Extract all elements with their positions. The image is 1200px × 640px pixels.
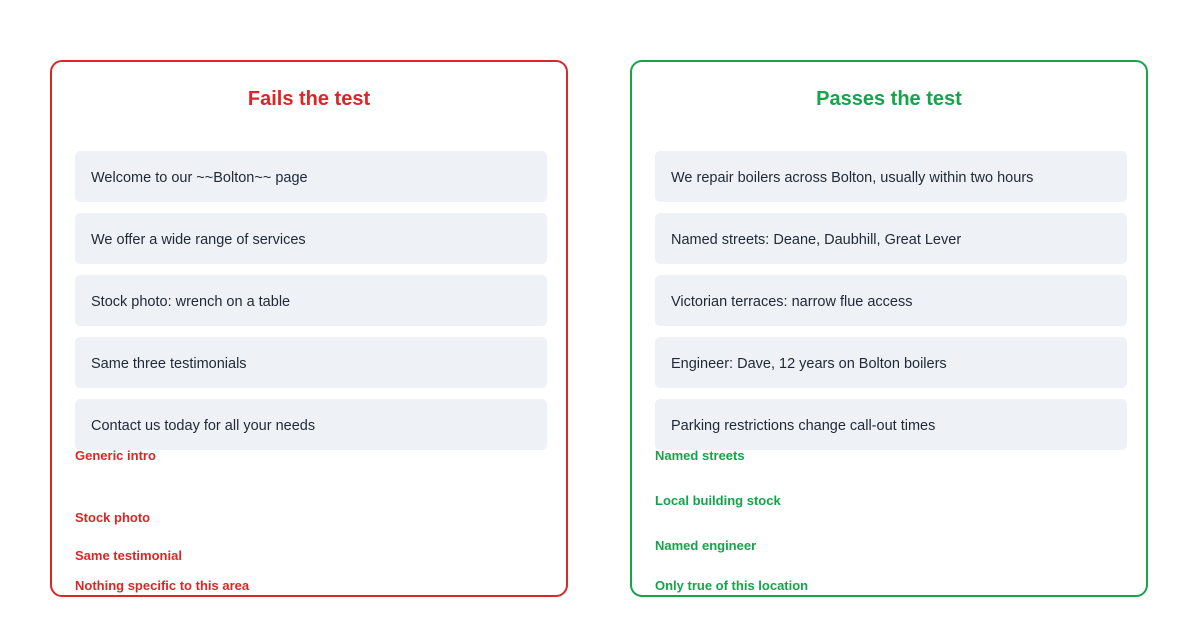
fail-note-generic-intro: Generic intro <box>75 448 156 463</box>
fails-test-panel <box>50 60 568 597</box>
fail-item-contact: Contact us today for all your needs <box>75 399 547 450</box>
fail-note-nothing-specific: Nothing specific to this area <box>75 578 250 593</box>
fail-item-stock-photo: Stock photo: wrench on a table <box>75 275 547 326</box>
fail-note-stock-photo: Stock photo <box>75 510 151 525</box>
passes-test-panel <box>630 60 1148 597</box>
pass-note-named-engineer: Named engineer <box>655 538 757 553</box>
pass-note-building-stock: Local building stock <box>655 493 781 508</box>
pass-item-streets: Named streets: Deane, Daubhill, Great Lever <box>655 213 1127 264</box>
pass-item-engineer: Engineer: Dave, 12 years on Bolton boilers <box>655 337 1127 388</box>
pass-note-named-streets: Named streets <box>655 448 745 463</box>
fail-item-generic-intro: Welcome to our ~~Bolton~~ page <box>75 151 547 202</box>
fail-item-services: We offer a wide range of services <box>75 213 547 264</box>
pass-note-only-true-location: Only true of this location <box>655 578 809 593</box>
fail-note-same-testimonial: Same testimonial <box>75 548 182 563</box>
fail-item-testimonials: Same three testimonials <box>75 337 547 388</box>
pass-item-terraces: Victorian terraces: narrow flue access <box>655 275 1127 326</box>
pass-item-parking: Parking restrictions change call-out times <box>655 399 1127 450</box>
pass-item-intro: We repair boilers across Bolton, usually within two hours <box>655 151 1127 202</box>
fails-test-title: Fails the test <box>247 88 371 110</box>
passes-test-title: Passes the test <box>816 88 962 110</box>
